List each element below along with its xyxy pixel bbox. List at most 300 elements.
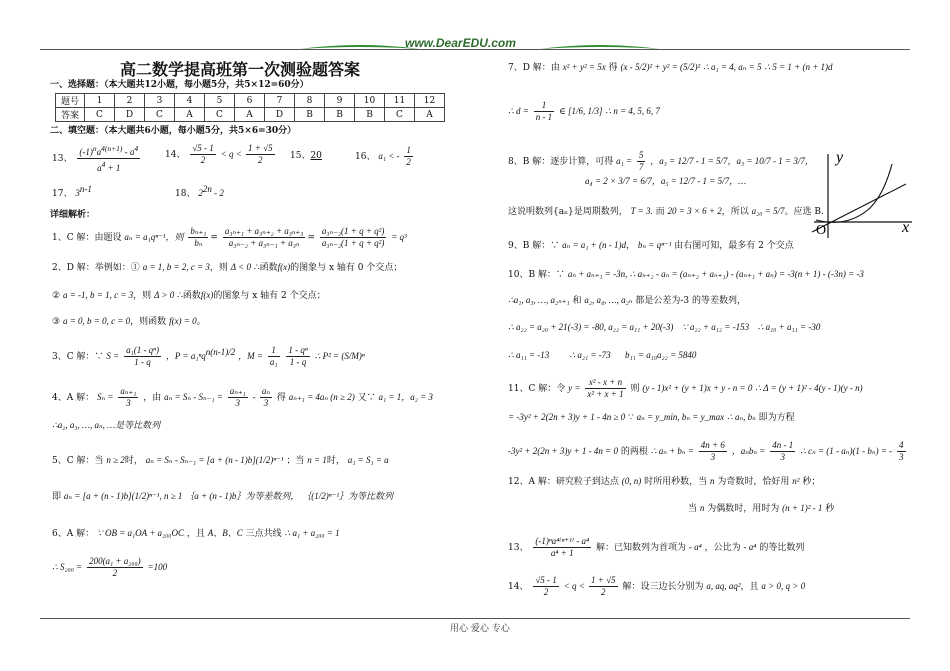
math-text: n (709, 476, 715, 486)
solution-10b (508, 295, 746, 307)
math-text: ∴ a₁₀ + a₁₁ = -30 (757, 322, 821, 332)
page-title: 高二数学提高班第一次测验题答案 (120, 60, 361, 79)
text: ，且 (186, 529, 205, 539)
solution-6a (52, 528, 340, 540)
math-text: ∵ OB = a₁OA + a₂₀₀OC (96, 528, 184, 538)
solution-1: 1、C 解：由题设 aₙ = a₁qⁿ⁻¹，则 $\frac{\text{bₙ₊₁}}{\text{bₙ}}$ = $\frac{\text{a₃ₙ₊₁ + a₃ₙ₊₂ + a₃ₙ₊₃}}{\text{a₃ₙ₋₂ + a₃ₙ₋₁ + a₃ₙ}}$ = $\frac{\text{a₃ₙ₋₂(1 + q + q²)}}{\text{a₃ₙ₋₂(1 + q + q²)}}$ = q³ (52, 226, 407, 248)
solution-label: 7、D 解：由 (508, 63, 560, 73)
table-cell: D (115, 108, 145, 122)
math-text: a = 1, b = 2, c = 3 (142, 262, 210, 272)
denominator: 1 - q (134, 357, 151, 367)
math-text: aₙ₊₁ = 4aₙ (n ≥ 2) (288, 392, 355, 402)
text: 而 (655, 207, 665, 217)
text: 。 (196, 317, 206, 327)
math-text: 2 (198, 188, 203, 198)
fraction (124, 345, 161, 368)
math-exp: 4(n+1) (101, 144, 123, 153)
math-text: (-1) (79, 147, 93, 157)
math-text: ∵ a₂₂ + a₁₂ = -153 (681, 322, 750, 332)
text: 。应选 B. (784, 207, 824, 217)
row-label-number: 题号 (56, 94, 85, 108)
math-text: 20 = 3 × 6 + 2 (667, 206, 722, 216)
math-text: - 2 (211, 188, 224, 198)
math-text: ∴ d = (508, 106, 529, 116)
question-number: 14、 (165, 150, 186, 160)
logo-swoosh-left (300, 38, 420, 48)
math-text: 3 (75, 188, 80, 198)
fraction (533, 536, 591, 559)
table-cell: C (205, 108, 235, 122)
math-text: aₙ = a₁qⁿ⁻¹，则 (124, 232, 184, 242)
text: 的等比数列 (759, 543, 805, 553)
numerator: 1 - qⁿ (288, 345, 308, 355)
solution-2b (52, 290, 326, 302)
numerator: (-1)ⁿa⁴⁽ⁿ⁺¹⁾ - a⁴ (535, 536, 590, 546)
solution-4b: ∴a₂, a₃, …, aₙ, …是等比数列 (52, 420, 161, 430)
text: 解：设三边长分别为 (622, 582, 704, 592)
numerator: 5 (638, 150, 644, 160)
math-text: a (129, 147, 135, 157)
text: 秒 (825, 504, 835, 514)
fraction (268, 345, 280, 368)
question-number: 13、 (52, 154, 73, 164)
denominator: 2 (601, 587, 606, 597)
math-text: f(x) (277, 262, 291, 272)
solution-label: 4、A 解： (52, 393, 95, 403)
denominator: 7 (638, 162, 644, 172)
table-cell: 6 (235, 94, 265, 108)
numerator: bₙ₊₁ (190, 226, 207, 236)
question-number: 17、 (52, 189, 73, 199)
fraction (228, 386, 248, 409)
fraction (286, 345, 309, 368)
numerator: aₙ (261, 386, 271, 396)
math-text: ，P = a₁ⁿq (165, 351, 206, 361)
math-text: ∴ a₁ + a₂₀₀ = 1 (284, 528, 340, 538)
math-text: (0, n) (621, 476, 642, 486)
solution-14 (508, 575, 805, 598)
solution-11a (508, 377, 863, 400)
numerator: 1 (268, 345, 280, 357)
denominator: bₙ (194, 238, 203, 248)
math-text: ∴ aₙ, bₙ (726, 412, 756, 422)
numerator: √5 - 1 (192, 143, 214, 153)
numerator: a₁(1 - qⁿ) (126, 345, 160, 355)
numerator: a₃ₙ₋₂(1 + q + q²) (321, 226, 385, 236)
footer-slogan: 用心 爱心 专心 (450, 624, 510, 634)
text: 都是公差为-3 的等差数列， (635, 296, 746, 306)
math-text: -3y² + 2(2n + 3)y + 1 - 4n = 0 (508, 446, 618, 456)
solution-8a (508, 150, 814, 173)
solution-10a (508, 269, 864, 281)
swoosh-right-icon (540, 43, 660, 53)
math-text: T = 3. (630, 206, 653, 216)
math-text: bₙ = qⁿ⁻¹ (637, 240, 672, 250)
fraction (589, 575, 618, 598)
solution-11c (508, 440, 908, 463)
header-rule (40, 49, 910, 50)
solution-10c (508, 322, 820, 334)
table-cell: A (415, 108, 445, 122)
math-text: (n + 1)² - 1 (782, 503, 823, 513)
text: 和 (572, 296, 582, 306)
denominator: a₁ (269, 357, 278, 367)
text: 的图象与 x 轴有 2 个交点； (213, 291, 326, 301)
numerator (77, 143, 140, 159)
math-text: + 1 (105, 163, 121, 173)
math-text: ，a₂ = 3 (401, 392, 433, 402)
text: 又∵ (357, 393, 376, 403)
math-text: f(x) = 0 (169, 316, 197, 326)
solution-label: ③ (52, 317, 61, 327)
math-text: a₁ = (616, 156, 633, 166)
math-text: a, aq, aq² (706, 581, 741, 591)
solution-3 (52, 345, 365, 368)
solution-label: 即 (52, 492, 62, 502)
answer-table-row-numbers (56, 94, 445, 108)
math-text: n (699, 503, 705, 513)
denominator: 2 (406, 157, 411, 167)
fraction (190, 143, 215, 166)
math-text: n² (792, 476, 800, 486)
solution-label: 14、 (508, 582, 529, 592)
numerator: 1 (406, 145, 411, 155)
solution-label: 11、C 解：令 (508, 384, 566, 394)
denominator: 2 (112, 568, 118, 578)
math-text: a (97, 163, 102, 173)
math-text: n = 1 (307, 455, 327, 465)
fraction (223, 226, 306, 249)
solution-12b (688, 503, 834, 515)
math-text: n ≥ 2 (106, 455, 125, 465)
math-text: b₁₁ = a₁₀a₂₂ = 5840 (624, 350, 697, 360)
solution-13 (508, 536, 804, 559)
math-text: ∈ [1/6, 1/3] (559, 106, 603, 116)
solution-label: 5、C 解：当 (52, 456, 104, 466)
table-cell: 4 (175, 94, 205, 108)
math-text: a = -1, b = 1, c = 3 (62, 290, 134, 300)
fraction (637, 150, 646, 173)
math-text: (x - 5/2)² + y² = (5/2)² (620, 62, 701, 72)
denominator: 3 (780, 452, 785, 462)
fill-answer-13 (52, 143, 142, 174)
table-cell: 11 (385, 94, 415, 108)
solution-label: 1、C 解：由题设 (52, 233, 122, 243)
section-fill-heading: 二、填空题：（本大题共6小题，每小题5分，共5×6=30分） (50, 126, 297, 136)
denominator (77, 159, 140, 174)
math-text: y = (568, 383, 581, 393)
text: 秒； (802, 477, 821, 487)
denominator: 2 (200, 155, 206, 165)
table-cell: 12 (415, 94, 445, 108)
math-text: ∴ Δ = (y + 1)² - 4(y - 1)(y - n) (755, 383, 863, 393)
solution-label: 3、C 解：∵ (52, 352, 104, 362)
text: ，公比为 (704, 543, 741, 553)
text: 的图象与 x 轴有 0 个交点； (290, 263, 403, 273)
origin-label: O (816, 223, 827, 238)
detail-heading: 详细解析： (50, 210, 96, 220)
text: 即为方程 (758, 413, 795, 423)
solution-label: 10、B 解：∵ (508, 270, 565, 280)
math-text: < q < (563, 581, 588, 591)
math-text: x² + y² = 5x (562, 62, 606, 72)
math-text: ∴ a₁₁ = -13 (508, 350, 550, 360)
solution-2a (52, 262, 402, 274)
numerator: 1 + √5 (248, 143, 273, 153)
math-text: aₙ = a₁ + (n - 1)d (562, 240, 626, 250)
fraction (770, 440, 795, 463)
text: ， (626, 241, 636, 251)
math-text: - (252, 392, 258, 402)
numerator: 1 + √5 (591, 575, 616, 585)
text: ，由 (143, 393, 162, 403)
math-text: aₙ = Sₙ - Sₙ₋₁ = [a + (n - 1)b](1/2)ⁿ⁻¹ (145, 455, 284, 465)
x-axis-label: x (902, 219, 910, 236)
math-text: ｛(1/2)ⁿ⁻¹｝为等比数列 (302, 491, 394, 501)
math-text: Sₙ = (96, 392, 114, 402)
solution-label: 2、D 解：举例如：① (52, 263, 140, 273)
math-exp: n-1 (79, 184, 92, 194)
math-text: ∴ P² = (S/M)ⁿ (314, 351, 365, 361)
table-cell: B (295, 108, 325, 122)
math-text: - (122, 147, 130, 157)
math-text: S = (106, 351, 120, 361)
fraction (246, 143, 275, 166)
solution-4a (52, 386, 433, 409)
text: ∴函数 (177, 291, 201, 301)
solution-label: 13、 (508, 543, 529, 553)
math-text: a₁ = S₁ = a (347, 455, 389, 465)
table-cell: A (235, 108, 265, 122)
numerator: a₃ₙ₊₁ + a₃ₙ₊₂ + a₃ₙ₊₃ (224, 226, 304, 236)
math-text: ∴ a₂₁ = -73 (569, 350, 611, 360)
text: 的两根 (620, 447, 648, 457)
solution-label: 12、A 解：研究粒子到达点 (508, 477, 619, 487)
table-cell: 8 (295, 94, 325, 108)
math-text: ∴ 5 = 1 + (n + 1)d (764, 62, 833, 72)
math-text: f(x) (200, 290, 214, 300)
answer-value: 20 (310, 151, 322, 161)
math-text: a₂, a₄, …, a₂ₙ (584, 295, 633, 305)
math-text: a₁ = 1 (378, 392, 402, 402)
text: ；当 (286, 456, 305, 466)
table-cell: B (325, 108, 355, 122)
table-cell: B (355, 108, 385, 122)
math-exp: 4 (101, 160, 106, 169)
math-exp: 2n (202, 184, 212, 194)
numerator: 4n - 1 (772, 440, 794, 450)
table-cell: 10 (355, 94, 385, 108)
math-text: ∴a₁, a₃, …, a₂ₙ₊₁ (508, 295, 570, 305)
solution-6b (52, 556, 167, 579)
question-number: 15、 (290, 151, 311, 161)
denominator: 3 (263, 398, 269, 408)
fraction (77, 143, 140, 174)
math-text: aₙ = [a + (n - 1)b](1/2)ⁿ⁻¹, n ≥ 1 (63, 491, 183, 501)
denominator: 1 - q (289, 357, 307, 367)
text: ，且 (740, 582, 759, 592)
fill-answer-15 (290, 151, 322, 162)
fraction (404, 145, 413, 168)
fill-answer-18 (175, 184, 224, 200)
fraction (533, 575, 558, 598)
table-cell: 3 (145, 94, 175, 108)
math-text: a > 0, q > 0 (761, 581, 806, 591)
table-cell: C (385, 108, 415, 122)
numerator: 4n + 6 (700, 440, 725, 450)
math-text: Δ < 0 (230, 262, 251, 272)
numerator: 200(a₁ + a₂₀₀) (89, 556, 141, 566)
numerator: x² - x + n (585, 377, 625, 389)
text: 为偶数时，用时为 (707, 504, 780, 514)
intersection-figure (808, 150, 918, 240)
site-logo: www.DearEDU.com (405, 36, 516, 50)
fraction (188, 226, 208, 249)
denominator: a₃ₙ₋₂(1 + q + q²) (321, 238, 385, 248)
denominator: a₃ₙ₋₂ + a₃ₙ₋₁ + a₃ₙ (228, 238, 300, 248)
text: ，则 (209, 263, 228, 273)
math-text: - a⁴ (688, 542, 702, 552)
solution-10d (508, 350, 696, 362)
math-text: aₙ = Sₙ - Sₙ₋₁ = (164, 392, 223, 402)
math-text: a = 0, b = 0, c = 0 (62, 316, 131, 326)
math-text: Δ > 0 (154, 290, 175, 300)
y-axis-label: y (836, 150, 844, 166)
text: 得 (608, 63, 618, 73)
denominator: 3 (899, 452, 904, 462)
text: ，所以 (721, 207, 749, 217)
numerator: 1 (534, 100, 555, 112)
math-text: =100 (147, 562, 168, 572)
footer-rule (40, 618, 910, 619)
math-text: ∴ a₁ = 4, aₙ = 5 (703, 62, 762, 72)
math-text: < q < (220, 149, 245, 159)
text: 时， (124, 456, 143, 466)
solution-label: 8、B 解：逐步计算，可得 (508, 157, 614, 167)
fraction (585, 377, 625, 400)
text: 这说明数列{aₙ}是周期数列， (508, 207, 628, 217)
text: 由右图可知，最多有 2 个交点 (674, 241, 794, 251)
denominator: 3 (126, 398, 131, 408)
math-text: ，aₙbₙ = (731, 446, 766, 456)
fraction (897, 440, 906, 463)
solution-8b: a₄ = 2 × 3/7 = 6/7，a₅ = 12/7 - 1 = 5/7，… (585, 176, 747, 186)
answer-table-row-answers (56, 108, 445, 122)
text: 时所用秒数，当 (644, 477, 708, 487)
numerator: √5 - 1 (535, 575, 557, 585)
math-text: ∴ S₂₀₀ = (52, 562, 83, 572)
math-text: - a⁴ (743, 542, 757, 552)
table-cell: 9 (325, 94, 355, 108)
math-text: = -3y² + 2(2n + 3)y + 1 - 4n ≥ 0 (508, 412, 626, 422)
math-text: ，M = (238, 351, 263, 361)
text: 解：已知数列为首项为 (596, 543, 687, 553)
math-exp: n(n-1)/2 (205, 347, 236, 357)
math-text: A、B、C (207, 528, 243, 538)
solution-12a (508, 476, 820, 488)
math-exp: n (92, 144, 97, 153)
text: 得 (276, 393, 286, 403)
denominator: 2 (543, 587, 549, 597)
solution-7b (508, 100, 660, 123)
text: ∴函数 (253, 263, 278, 273)
solution-2c (52, 316, 206, 328)
numerator: 4 (899, 440, 904, 450)
text: ，则 (133, 291, 152, 301)
graph-figure (808, 150, 918, 240)
solution-5b (52, 491, 393, 503)
fill-answer-14 (165, 143, 277, 166)
section-choice-heading: 一、选择题：（本大题共12小题，每小题5分，共5×12=60分） (50, 80, 309, 90)
math-text: = q³ (391, 232, 407, 242)
math-text: ｛a + (n - 1)b｝为等差数列， (185, 491, 300, 501)
solution-label: ② (52, 291, 61, 301)
math-text: ∴ a₂₂ = a₂₀ + 21(-3) = -80, a₂₂ = a₁₁ + 20(-3) (508, 322, 674, 332)
fraction (699, 440, 727, 463)
math-text: aₙ = y_min, bₙ = y_max (636, 412, 725, 422)
math-text: a₁ < - (378, 151, 400, 161)
text: 三点共线 (245, 529, 282, 539)
fill-answer-16 (355, 145, 415, 168)
solution-11b (508, 412, 795, 424)
table-cell: 2 (115, 94, 145, 108)
math-text: ∴ n = 4, 5, 6, 7 (605, 106, 660, 116)
table-cell: 7 (265, 94, 295, 108)
solution-7a (508, 62, 833, 74)
math-text: ∴ aₙ + bₙ = (650, 446, 694, 456)
math-exp: 4 (134, 144, 139, 153)
text: 为奇数时，恰好用 (717, 477, 790, 487)
denominator: n - 1 (535, 112, 553, 122)
fraction (87, 556, 143, 579)
question-number: 18、 (175, 189, 196, 199)
math-text: a₂₀ = 5/7 (751, 206, 785, 216)
solution-label: 9、B 解：∵ (508, 241, 560, 251)
math-text: ，a₃ = 12/7 - 1 = 5/7，a₃ = 10/7 - 1 = 3/7， (650, 156, 814, 166)
table-cell: D (265, 108, 295, 122)
fraction (534, 100, 555, 123)
solution-9 (508, 240, 794, 252)
denominator: 3 (710, 452, 716, 462)
text: ，则函数 (130, 317, 167, 327)
fraction (118, 386, 138, 409)
fraction (320, 226, 387, 249)
denominator: a⁴ + 1 (550, 548, 574, 558)
math-text: ∴ cₙ = (1 - aₙ)(1 - bₙ) = - (800, 446, 893, 456)
text: ∵ (628, 413, 634, 423)
denominator: 2 (258, 155, 263, 165)
table-cell: A (175, 108, 205, 122)
text: 当 (688, 504, 698, 514)
table-cell: 1 (85, 94, 115, 108)
numerator: aₙ₊₁ (229, 386, 246, 396)
fraction (260, 386, 272, 409)
table-cell: 5 (205, 94, 235, 108)
solution-8c (508, 206, 824, 218)
numerator: aₙ₊₁ (120, 386, 137, 396)
table-cell: C (145, 108, 175, 122)
text: 则 (630, 384, 640, 394)
swoosh-left-icon (300, 43, 420, 53)
question-number: 16、 (355, 152, 376, 162)
logo-swoosh-right (540, 38, 660, 48)
fill-answer-17 (52, 184, 92, 200)
math-text: aₙ + aₙ₊₁ = -3n, ∴ aₙ₊₂ - aₙ = (aₙ₊₂ + aₙ₊₁) - (aₙ₊₁ + aₙ) = -3(n + 1) - (-3n) = -3 (567, 269, 864, 279)
row-label-answer: 答案 (56, 108, 85, 122)
text: 时， (326, 456, 345, 466)
math-text: a (96, 147, 102, 157)
denominator: 3 (235, 398, 240, 408)
